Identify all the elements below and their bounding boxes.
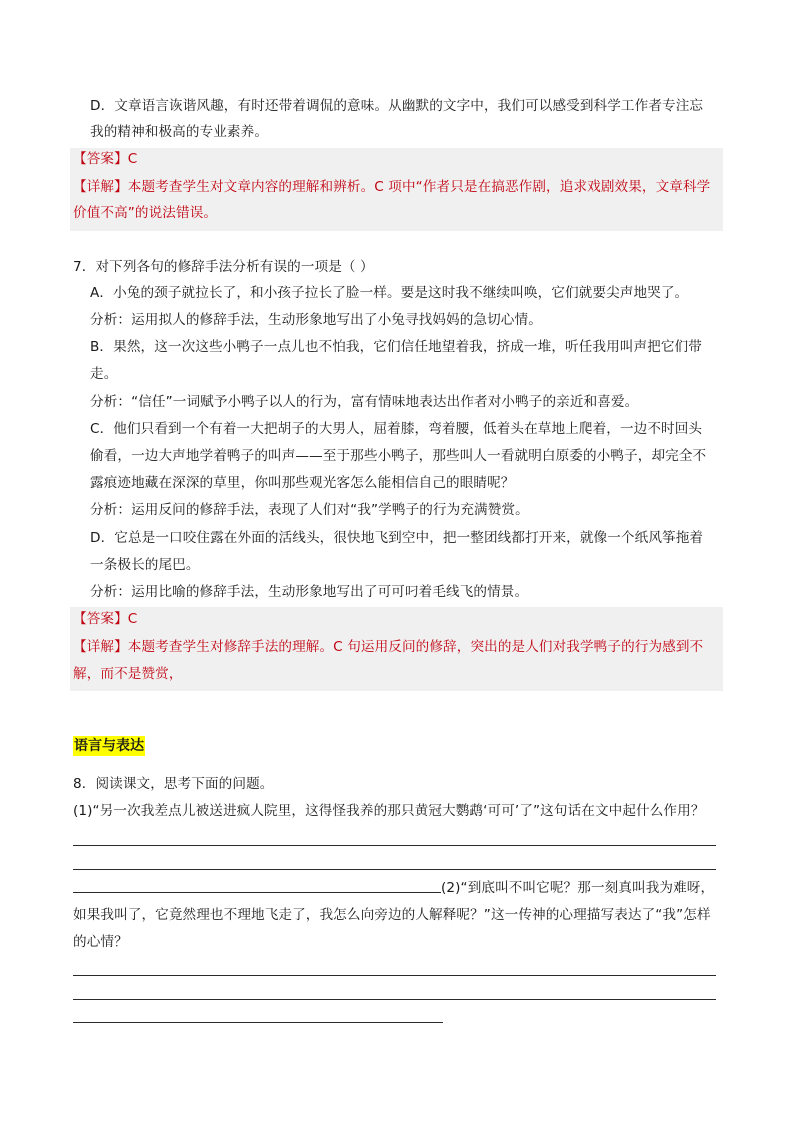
q7-option-b-line2: 走。 bbox=[90, 366, 118, 382]
answer-value: C bbox=[127, 611, 138, 627]
answer-line[interactable] bbox=[73, 1022, 443, 1023]
detail-text: 本题考查学生对修辞手法的理解。C 句运用反问的修辞，突出的是人们对我学鸭子的行为感到不 bbox=[127, 639, 704, 655]
q6-option-d-line1: D．文章语言诙谐风趣，有时还带着调侃的意味。从幽默的文字中，我们可以感受到科学工作者专注忘 bbox=[90, 98, 704, 114]
answer-line[interactable] bbox=[73, 892, 441, 893]
q6-detail-line2: 价值不高”的说法错误。 bbox=[73, 205, 218, 221]
q7-option-a-analysis: 分析：运用拟人的修辞手法，生动形象地写出了小兔寻找妈妈的急切心情。 bbox=[90, 312, 542, 328]
detail-tag: 【详解】 bbox=[73, 179, 128, 195]
section-heading: 语言与表达 bbox=[74, 738, 144, 754]
q7-stem: 7．对下列各句的修辞手法分析有误的一项是（ ） bbox=[73, 259, 374, 275]
q8-sub1: (1)“另一次我差点儿被送进疯人院里，这得怪我养的那只黄冠大鹦鹉‘可可’了”这句话在文中起什么作用？ bbox=[73, 803, 705, 819]
q7-option-d-line2: 一条极长的尾巴。 bbox=[90, 557, 200, 573]
answer-line[interactable] bbox=[73, 845, 716, 846]
answer-line[interactable] bbox=[73, 869, 716, 870]
answer-line[interactable] bbox=[73, 999, 716, 1000]
answer-tag: 【答案】 bbox=[73, 151, 128, 167]
q6-answer bbox=[73, 148, 137, 170]
q7-option-d-line1: D．它总是一口咬住露在外面的活线头，很快地飞到空中，把一整团线都打开来，就像一个纸风筝拖着 bbox=[90, 530, 704, 546]
answer-value: C bbox=[127, 151, 138, 167]
q7-option-c-line2: 偷看，一边大声地学着鸭子的叫声——至于那些小鸭子，那些叫人一看就明白原委的小鸭子，却完全不 bbox=[90, 448, 707, 464]
q7-option-c-line1: C．他们只看到一个有着一大把胡子的大男人，屈着膝，弯着腰，低着头在草地上爬着，一边不时回头 bbox=[90, 421, 703, 437]
q7-option-c-analysis: 分析：运用反问的修辞手法，表现了人们对“我”学鸭子的行为充满赞赏。 bbox=[90, 502, 529, 518]
detail-tag: 【详解】 bbox=[73, 639, 128, 655]
q7-option-b-line1: B．果然，这一次这些小鸭子一点儿也不怕我，它们信任地望着我，挤成一堆，听任我用叫声把它们带 bbox=[90, 339, 702, 355]
q7-option-b-analysis: 分析：“信任”一词赋予小鸭子以人的行为，富有情味地表达出作者对小鸭子的亲近和喜爱。 bbox=[90, 394, 639, 410]
answer-tag: 【答案】 bbox=[73, 611, 128, 627]
q7-option-d-analysis: 分析：运用比喻的修辞手法，生动形象地写出了可可叼着毛线飞的情景。 bbox=[90, 584, 529, 600]
detail-text: 本题考查学生对文章内容的理解和辨析。C 项中“作者只是在搞恶作剧，追求戏剧效果，文章科学 bbox=[127, 179, 711, 195]
q8-sub2-line3: 的心情？ bbox=[73, 934, 128, 950]
q7-answer bbox=[73, 608, 137, 630]
q7-detail-line2: 解，而不是赞赏， bbox=[73, 666, 183, 682]
q6-detail-line1 bbox=[73, 176, 710, 198]
q8-sub2-line1: (2)“到底叫不叫它呢？那一刻真叫我为难呀， bbox=[441, 880, 715, 896]
q6-option-d-line2: 我的精神和极高的专业素养。 bbox=[90, 124, 269, 140]
q7-detail-line1 bbox=[73, 636, 703, 658]
q7-option-c-line3: 露痕迹地藏在深深的草里，你叫那些观光客怎么能相信自己的眼睛呢？ bbox=[90, 475, 515, 491]
q8-stem: 8．阅读课文，思考下面的问题。 bbox=[73, 776, 274, 792]
answer-line[interactable] bbox=[73, 975, 716, 976]
q8-sub2-line2: 如果我叫了，它竟然理也不理地飞走了，我怎么向旁边的人解释呢？”这一传神的心理描写表达了“我”怎样 bbox=[73, 907, 711, 923]
q7-option-a: A．小兔的颈子就拉长了，和小孩子拉长了脸一样。要是这时我不继续叫唤，它们就要尖声地哭了。 bbox=[90, 285, 689, 301]
